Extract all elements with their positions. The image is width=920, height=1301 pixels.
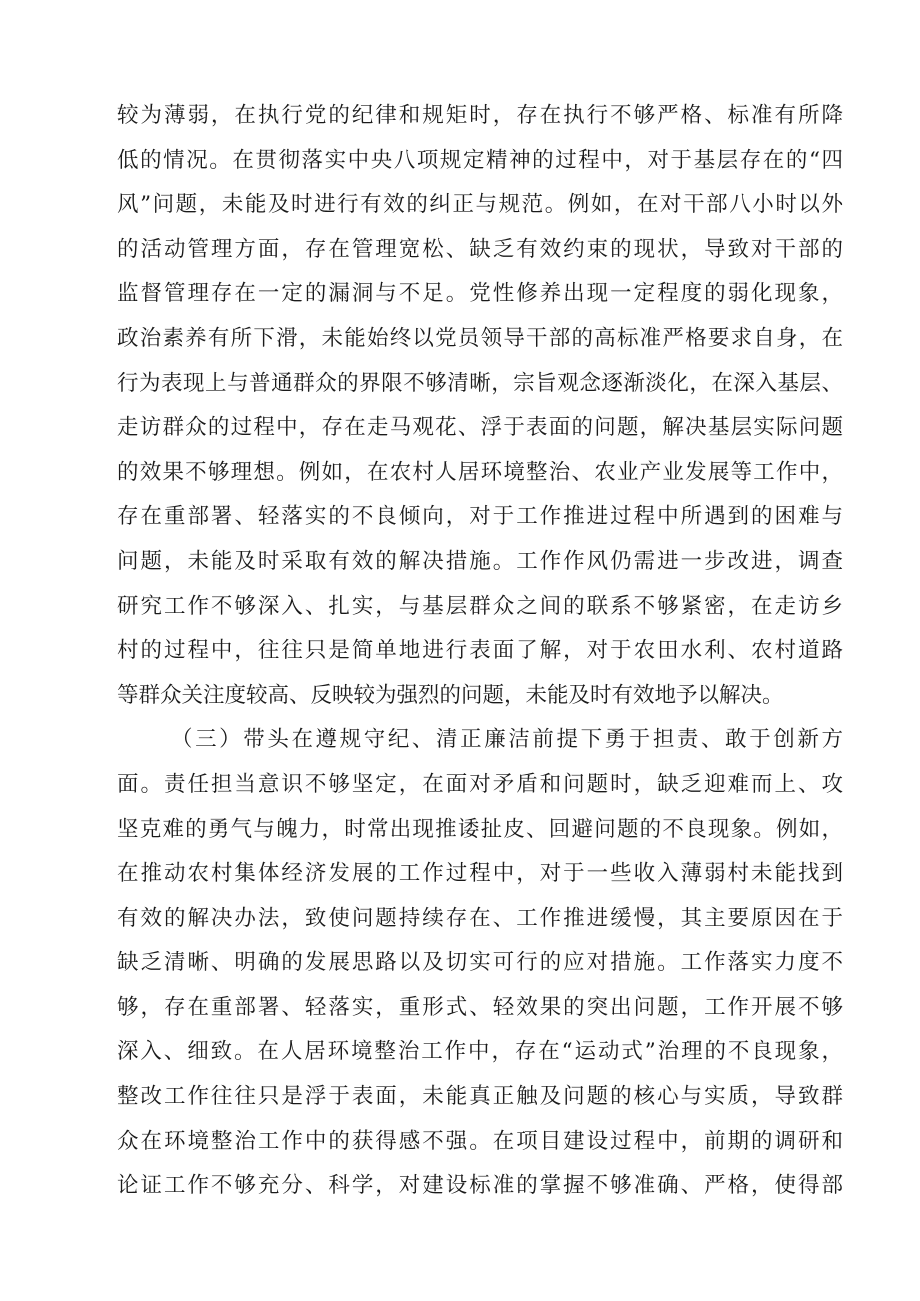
text-line: 够，存在重部署、轻落实，重形式、轻效果的突出问题，工作开展不够 bbox=[117, 994, 843, 1020]
text-line: 政治素养有所下滑，未能始终以党员领导干部的高标准严格要求自身，在 bbox=[117, 325, 843, 351]
text-line: 众在环境整治工作中的获得感不强。在项目建设过程中，前期的调研和 bbox=[117, 1128, 843, 1154]
text-line: 存在重部署、轻落实的不良倾向，对于工作推进过程中所遇到的困难与 bbox=[117, 504, 843, 530]
text-line: 的效果不够理想。例如，在农村人居环境整治、农业产业发展等工作中， bbox=[117, 459, 843, 485]
text-line: 坚克难的勇气与魄力，时常出现推诿扯皮、回避问题的不良现象。例如， bbox=[117, 816, 843, 842]
text-line: 有效的解决办法，致使问题持续存在、工作推进缓慢，其主要原因在于 bbox=[117, 905, 843, 931]
text-line: 深入、细致。在人居环境整治工作中，存在“运动式”治理的不良现象， bbox=[117, 1039, 843, 1065]
text-line: 的活动管理方面，存在管理宽松、缺乏有效约束的现状，导致对干部的 bbox=[117, 236, 843, 262]
text-line: 行为表现上与普通群众的界限不够清晰，宗旨观念逐渐淡化，在深入基层、 bbox=[117, 370, 843, 396]
body-text bbox=[117, 94, 843, 1209]
text-line: 较为薄弱，在执行党的纪律和规矩时，存在执行不够严格、标准有所降 bbox=[117, 103, 843, 128]
section-heading-line: （三）带头在遵规守纪、清正廉洁前提下勇于担责、敢于创新方 bbox=[171, 727, 843, 753]
text-line: 在推动农村集体经济发展的工作过程中，对于一些收入薄弱村未能找到 bbox=[117, 861, 843, 887]
text-line: 监督管理存在一定的漏洞与不足。党性修养出现一定程度的弱化现象， bbox=[117, 281, 843, 307]
text-line: 研究工作不够深入、扎实，与基层群众之间的联系不够紧密，在走访乡 bbox=[117, 593, 843, 619]
text-line: 问题，未能及时采取有效的解决措施。工作作风仍需进一步改进，调查 bbox=[117, 548, 843, 574]
text-line: 村的过程中，往往只是简单地进行表面了解，对于农田水利、农村道路 bbox=[117, 638, 843, 664]
text-line: 整改工作往往只是浮于表面，未能真正触及问题的核心与实质，导致群 bbox=[117, 1084, 843, 1110]
text-line: 风”问题，未能及时进行有效的纠正与规范。例如，在对干部八小时以外 bbox=[117, 192, 843, 218]
text-line: 面。责任担当意识不够坚定，在面对矛盾和问题时，缺乏迎难而上、攻 bbox=[117, 771, 843, 797]
text-line: 低的情况。在贯彻落实中央八项规定精神的过程中，对于基层存在的“四 bbox=[117, 147, 843, 173]
text-line: 论证工作不够充分、科学，对建设标准的掌握不够准确、严格，使得部 bbox=[117, 1173, 843, 1199]
text-line: 走访群众的过程中，存在走马观花、浮于表面的问题，解决基层实际问题 bbox=[117, 415, 843, 441]
paragraph-end-line: 等群众关注度较高、反映较为强烈的问题，未能及时有效地予以解决。 bbox=[117, 682, 784, 708]
text-line: 缺乏清晰、明确的发展思路以及切实可行的应对措施。工作落实力度不 bbox=[117, 950, 843, 976]
